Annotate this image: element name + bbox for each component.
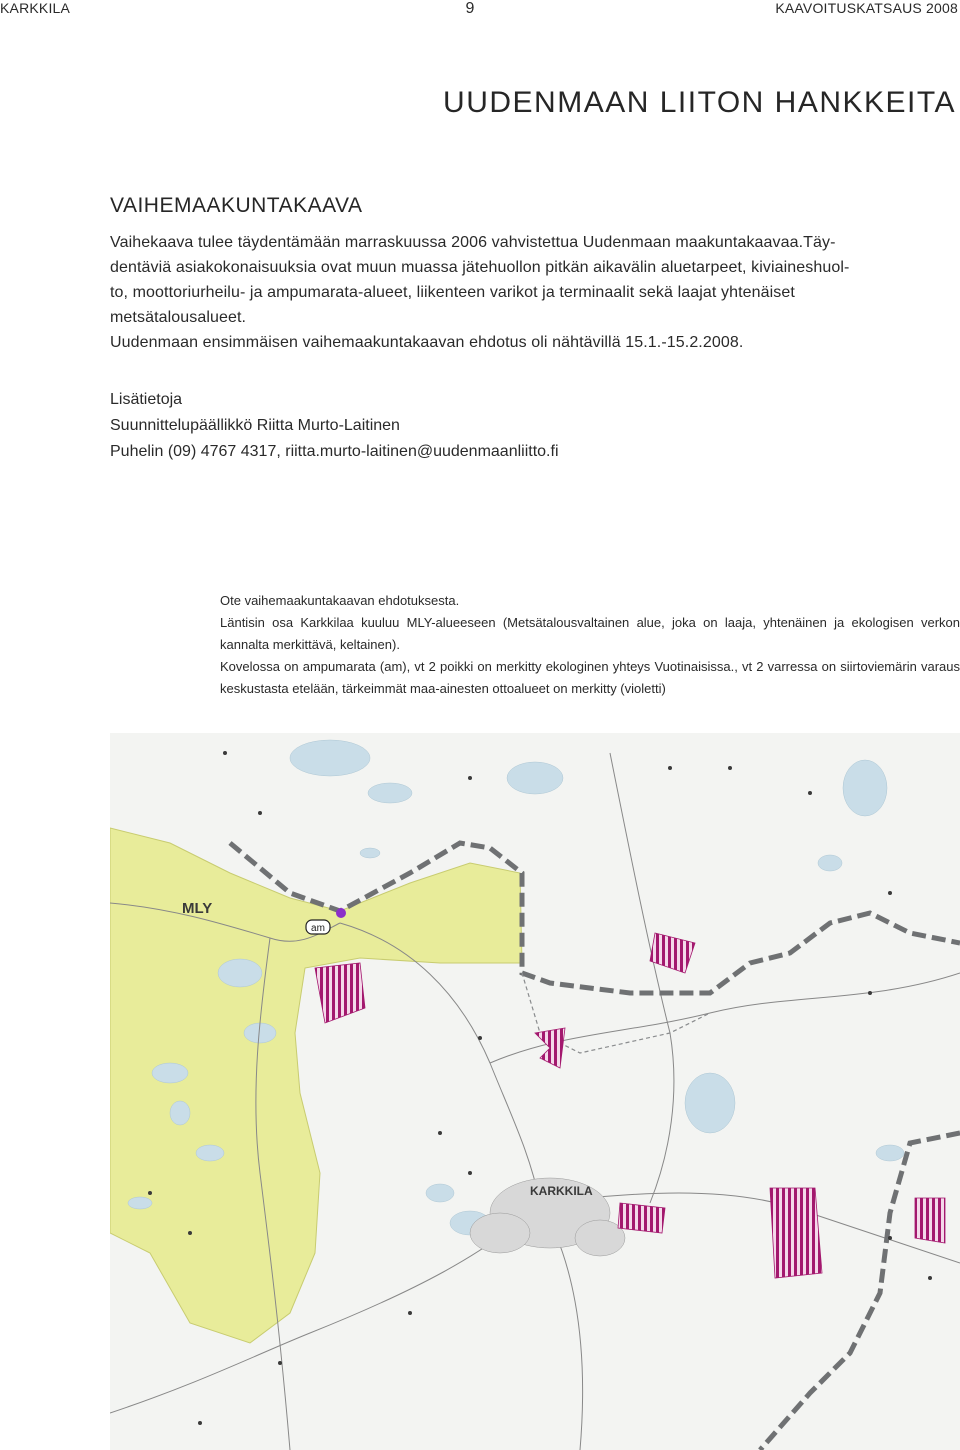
page-title: UUDENMAAN LIITON HANKKEITA [443,86,956,120]
body-paragraph [110,230,960,355]
plan-map [110,733,960,1450]
contact-name: Suunnittelupäällikkö Riitta Murto-Laitinen [110,417,400,434]
contact-heading: Lisätietoja [110,391,183,408]
body-line: metsätalousalueet. [110,309,247,326]
karkkila-label: KARKKILA [530,1184,593,1198]
caption-line: Ote vaihemaakuntakaavan ehdotuksesta. [220,593,460,608]
header-left: KARKKILA [0,0,71,16]
ecological-link-icon [336,908,346,918]
body-line: to, moottoriurheilu- ja ampumarata-alueet, liikenteen varikot ja terminaalit sekä laajat yhtenäiset [110,284,795,301]
map-caption [220,590,960,700]
body-line: Vaihekaava tulee täydentämään marraskuussa 2006 vahvistettua Uudenmaan maakuntakaavaa.Täy- [110,234,836,251]
body-line: Uudenmaan ensimmäisen vaihemaakuntakaavan ehdotus oli nähtävillä 15.1.-15.2.2008. [110,334,744,351]
section-title: VAIHEMAAKUNTAKAAVA [110,194,363,218]
body-line: dentäviä asiakokonaisuuksia ovat muun muassa jätehuollon pitkän aikavälin aluetarpeet, kiviaineshuol- [110,259,850,276]
contact-phone-email: Puhelin (09) 4767 4317, riitta.murto-laitinen@uudenmaanliitto.fi [110,443,559,460]
plan-map-svg [110,733,960,1450]
page-number: 9 [465,0,475,17]
caption-line: Kovelossa on ampumarata (am), vt 2 poikki on merkitty ekologinen yhteys Vuotinaisissa., vt 2 varressa on siirtoviemärin varaus keskustasta etelään, tärkeimmät maa-ainesten ottoalueet on merkitty (violetti) [220,659,960,696]
contact-block [110,387,559,465]
header-right: KAAVOITUSKATSAUS 2008 [775,0,958,16]
shooting-range-label: am [311,923,325,934]
caption-line: Läntisin osa Karkkilaa kuuluu MLY-alueeseen (Metsätalousvaltainen alue, joka on laaja, yhtenäinen ja ekologisen verkon kannalta merkittävä, keltainen). [220,615,960,652]
mly-label: MLY [182,900,213,917]
